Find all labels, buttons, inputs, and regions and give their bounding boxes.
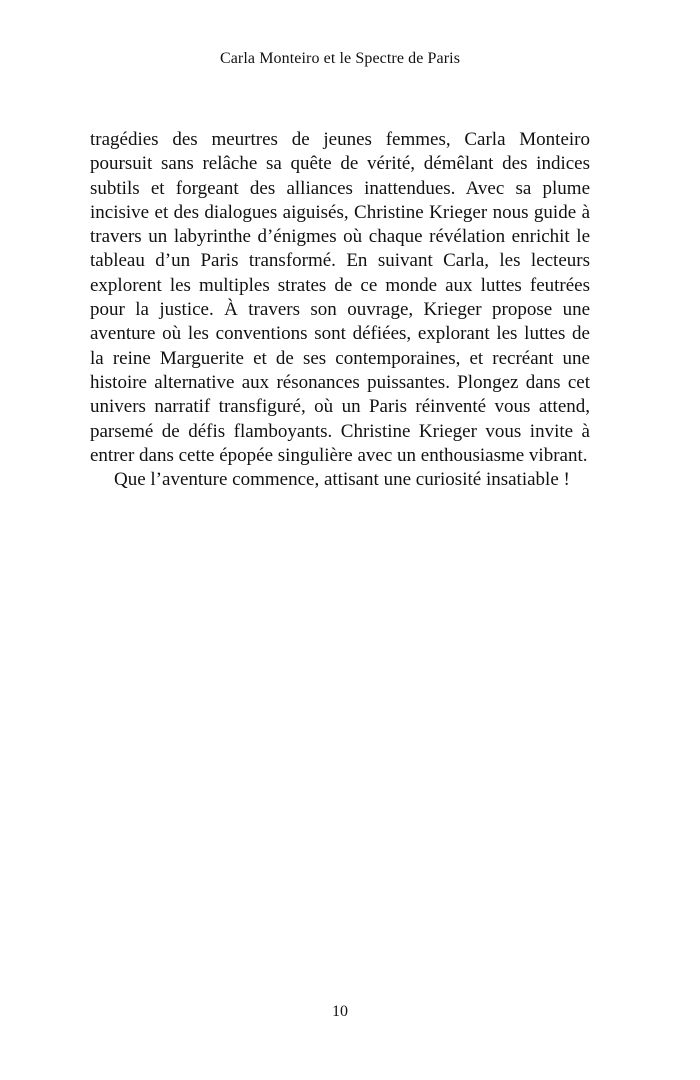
paragraph: Que l’aventure commence, attisant une curiosité insatiable ! bbox=[114, 469, 570, 491]
page-number: 10 bbox=[332, 1003, 348, 1020]
running-header: Carla Monteiro et le Spectre de Paris bbox=[219, 50, 461, 67]
paragraph: tragédies des meurtres de jeunes femmes, Carla Monteiro poursuit sans relâche sa quête de vérité, démêlant des indices subtils et forgeant des alliances inattendues. Avec sa plume incisive et des dialogues aiguisés, Christine Krieger nous guide à travers un labyrinthe d’énigmes où chaque révélation enrichit le tableau d’un Paris transformé. En suivant Carla, les lecteurs explorent les multiples strates de ce monde aux luttes feutrées pour la justice. À travers son ouvrage, Krieger propose une aventure où les conventions sont défiées, explorant les luttes de la reine Marguerite et de ses contemporaines, et recréant une histoire alternative aux résonances puissantes. Plongez dans cet univers narratif transfiguré, où un Paris réinventé vous attend, parsemé de défis flamboyants. Christine Krieger vous invite à entrer dans cette épopée singulière avec un enthousiasme vibrant. bbox=[90, 129, 590, 466]
body-text bbox=[90, 128, 590, 492]
